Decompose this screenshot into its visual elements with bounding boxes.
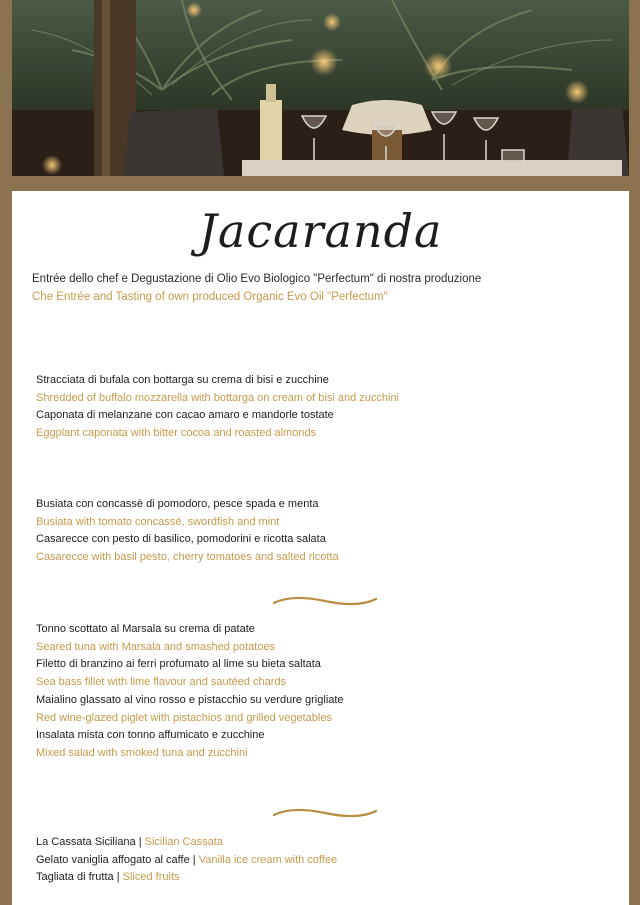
intro-english: Che Entrée and Tasting of own produced Organic Evo Oil "Perfectum"	[32, 290, 388, 303]
menu-item-italian: Maialino glassato al vino rosso e pistacchio su verdure grigliate	[36, 693, 344, 706]
menu-item-english: Sea bass fillet with lime flavour and sautéed chards	[36, 676, 287, 689]
dessert-italian: La Cassata Siciliana |	[36, 836, 142, 848]
dessert-item	[36, 834, 616, 852]
pasta-section	[36, 496, 616, 567]
menu-item-english: Seared tuna with Marsala and smashed potatoes	[36, 640, 276, 653]
header-photo	[12, 0, 629, 176]
dessert-english: Sicilian Cassata	[144, 836, 223, 848]
menu-item-english: Shredded of buffalo mozzarella with bottarga on cream of bisi and zucchini	[36, 391, 400, 404]
dessert-item	[36, 852, 616, 870]
dessert-italian: Tagliata di frutta |	[36, 871, 120, 884]
menu-item-italian: Caponata di melanzane con cacao amaro e mandorle tostate	[36, 409, 334, 422]
starters-section	[36, 372, 616, 443]
menu-item-italian: Stracciata di bufala con bottarga su crema di bisi e zucchine	[36, 374, 329, 386]
menu-item-english: Casarecce with basil pesto, cherry tomatoes and salted ricotta	[36, 551, 339, 564]
terrace-illustration	[12, 0, 629, 176]
menu-item-italian: Casarecce con pesto di basilico, pomodorini e ricotta salata	[36, 533, 326, 546]
menu-item-english: Red wine-glazed piglet with pistachios and grilled vegetables	[36, 711, 332, 724]
intro-italian: Entrée dello chef e Degustazione di Olio Evo Biologico "Perfectum" di nostra produzione	[32, 273, 482, 285]
flourish-divider	[272, 806, 378, 820]
menu-item-italian: Insalata mista con tonno affumicato e zucchine	[36, 729, 265, 742]
intro-section	[32, 271, 612, 306]
menu-item-italian: Tonno scottato al Marsala su crema di patate	[36, 623, 255, 635]
dessert-english: Sliced fruits	[122, 871, 180, 884]
menu-card	[12, 191, 629, 905]
dessert-english: Vanilla ice cream with coffee	[198, 853, 338, 866]
menu-item-english: Busiata with tomato concassé, swordfish and mint	[36, 515, 280, 528]
menu-item-italian: Busiata con concassè di pomodoro, pesce spada e menta	[36, 498, 319, 510]
menu-item-english: Eggplant caponata with bitter cocoa and roasted almonds	[36, 427, 317, 440]
restaurant-logo: Jacaranda	[198, 204, 443, 258]
dessert-italian: Gelato vaniglia affogato al caffe |	[36, 853, 196, 866]
menu-item-english: Mixed salad with smoked tuna and zucchini	[36, 746, 248, 759]
desserts-section	[36, 834, 616, 887]
menu-item-italian: Filetto di branzino ai ferri profumato al lime su bieta saltata	[36, 658, 321, 671]
flourish-divider	[272, 594, 378, 608]
dessert-item	[36, 869, 616, 887]
mains-section	[36, 621, 616, 763]
